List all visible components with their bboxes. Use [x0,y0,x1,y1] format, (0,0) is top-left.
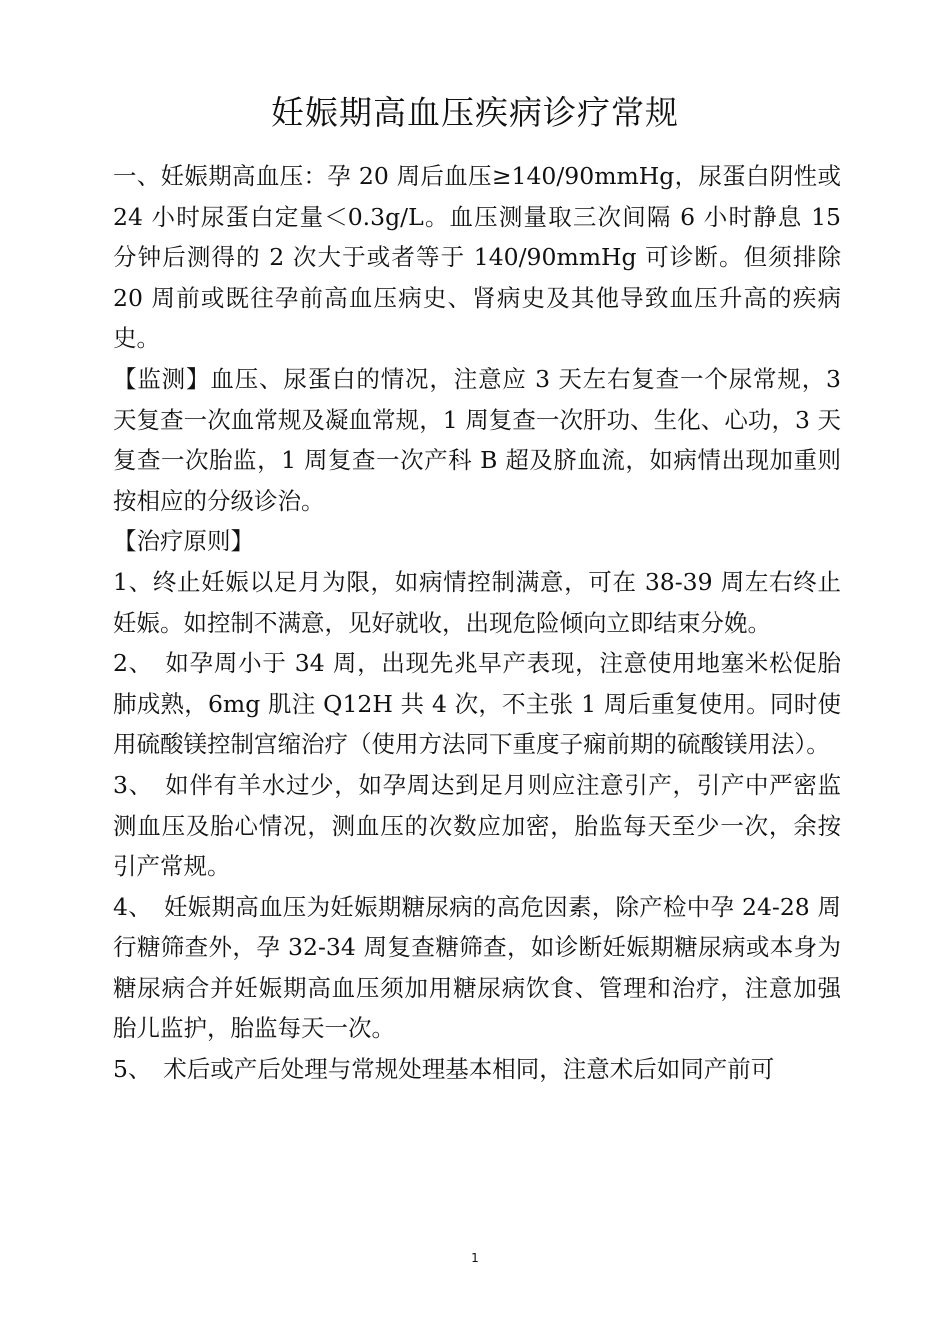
paragraph-monitoring: 【监测】血压、尿蛋白的情况，注意应 3 天左右复查一个尿常规，3 天复查一次血常规及凝血常规，1 周复查一次肝功、生化、心功，3 天复查一次胎监，1 周复查一次产科 B 超及脐血流，如病情出现加重则按相应的分级诊治。 [113,364,841,515]
document-title: 妊娠期高血压疾病诊疗常规 [271,93,679,132]
list-item-1: 1、终止妊娠以足月为限，如病情控制满意，可在 38-39 周左右终止妊娠。如控制不满意，见好就收，出现危险倾向立即结束分娩。 [113,567,841,637]
list-item-3: 3、 如伴有羊水过少，如孕周达到足月则应注意引产，引产中严密监测血压及胎心情况，测血压的次数应加密，胎监每天至少一次，余按引产常规。 [113,770,841,881]
page-number: 1 [471,1251,479,1265]
list-item-5: 5、 术后或产后处理与常规处理基本相同，注意术后如同产前可 [113,1055,775,1084]
list-item-4: 4、 妊娠期高血压为妊娠期糖尿病的高危因素，除产检中孕 24-28 周行糖筛查外，孕 32-34 周复查糖筛查，如诊断妊娠期糖尿病或本身为糖尿病合并妊娠期高血压须加用糖尿病饮食、管理和治疗，注意加强胎儿监护，胎监每天一次。 [113,892,841,1043]
list-item-2: 2、 如孕周小于 34 周，出现先兆早产表现，注意使用地塞米松促胎肺成熟，6mg 肌注 Q12H 共 4 次，不主张 1 周后重复使用。同时使用硫酸镁控制宫缩治疗（使用方法同下重度子痫前期的硫酸镁用法）。 [113,649,841,759]
document-body [113,156,841,1090]
section-heading-treatment: 【治疗原则】 [113,527,254,556]
paragraph-definition: 一、妊娠期高血压：孕 20 周后血压≥140/90mmHg，尿蛋白阴性或 24 小时尿蛋白定量＜0.3g/L。血压测量取三次间隔 6 小时静息 15 分钟后测得的 2 次大于或者等于 140/90mmHg 可诊断。但须排除 20 周前或既往孕前高血压病史、肾病史及其他导致血压升高的疾病史。 [113,162,841,353]
